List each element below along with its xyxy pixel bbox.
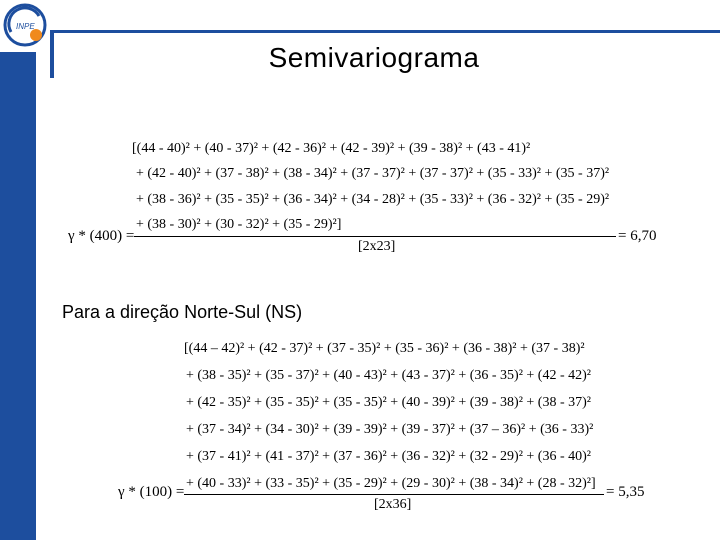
equation-100-line-3: + (42 - 35)² + (35 - 35)² + (35 - 35)² + (40 - 39)² + (39 - 38)² + (38 - 37)² — [186, 395, 591, 410]
section-heading: Para a direção Norte-Sul (NS) — [62, 302, 303, 322]
equation-100-line-1: [(44 – 42)² + (42 - 37)² + (37 - 35)² + (35 - 36)² + (36 - 38)² + (37 - 38)² — [184, 341, 585, 356]
title-frame-horizontal — [50, 30, 720, 33]
equation-100-fraction-bar — [184, 494, 604, 495]
equation-100-denominator: [2x36] — [374, 497, 412, 512]
page-title: Semivariograma — [268, 42, 480, 73]
equation-100-result: = 5,35 — [606, 484, 645, 500]
institution-logo — [2, 2, 48, 48]
equation-400-line-4: + (38 - 30)² + (30 - 32)² + (35 - 29)²] — [136, 217, 342, 232]
equation-100-line-4: + (37 - 34)² + (34 - 30)² + (39 - 39)² + (39 - 37)² + (37 – 36)² + (36 - 33)² — [186, 422, 594, 437]
equation-400-fraction-bar — [134, 236, 616, 237]
equation-400-denominator: [2x23] — [358, 239, 396, 254]
equation-100-line-6: + (40 - 33)² + (33 - 35)² + (35 - 29)² + (29 - 30)² + (38 - 34)² + (28 - 32)²] — [186, 476, 596, 491]
equation-400-line-1: [(44 - 40)² + (40 - 37)² + (42 - 36)² + (42 - 39)² + (39 - 38)² + (43 - 41)² — [132, 141, 531, 156]
equation-400-line-3: + (38 - 36)² + (35 - 35)² + (36 - 34)² + (34 - 28)² + (35 - 33)² + (36 - 32)² + (35 - 29)² — [136, 192, 610, 207]
equation-400-result: = 6,70 — [618, 228, 657, 244]
left-sidebar-band — [0, 52, 36, 540]
equation-100-line-5: + (37 - 41)² + (41 - 37)² + (37 - 36)² + (36 - 32)² + (32 - 29)² + (36 - 40)² — [186, 449, 591, 464]
equation-100-lhs: γ * (100) = — [118, 484, 185, 500]
equation-400-lhs: γ * (400) = — [68, 228, 135, 244]
svg-text:INPE: INPE — [16, 22, 35, 31]
equation-400-line-2: + (42 - 40)² + (37 - 38)² + (38 - 34)² + (37 - 37)² + (37 - 37)² + (35 - 33)² + (35 - 37)² — [136, 166, 610, 181]
equation-100-line-2: + (38 - 35)² + (35 - 37)² + (40 - 43)² + (43 - 37)² + (36 - 35)² + (42 - 42)² — [186, 368, 591, 383]
